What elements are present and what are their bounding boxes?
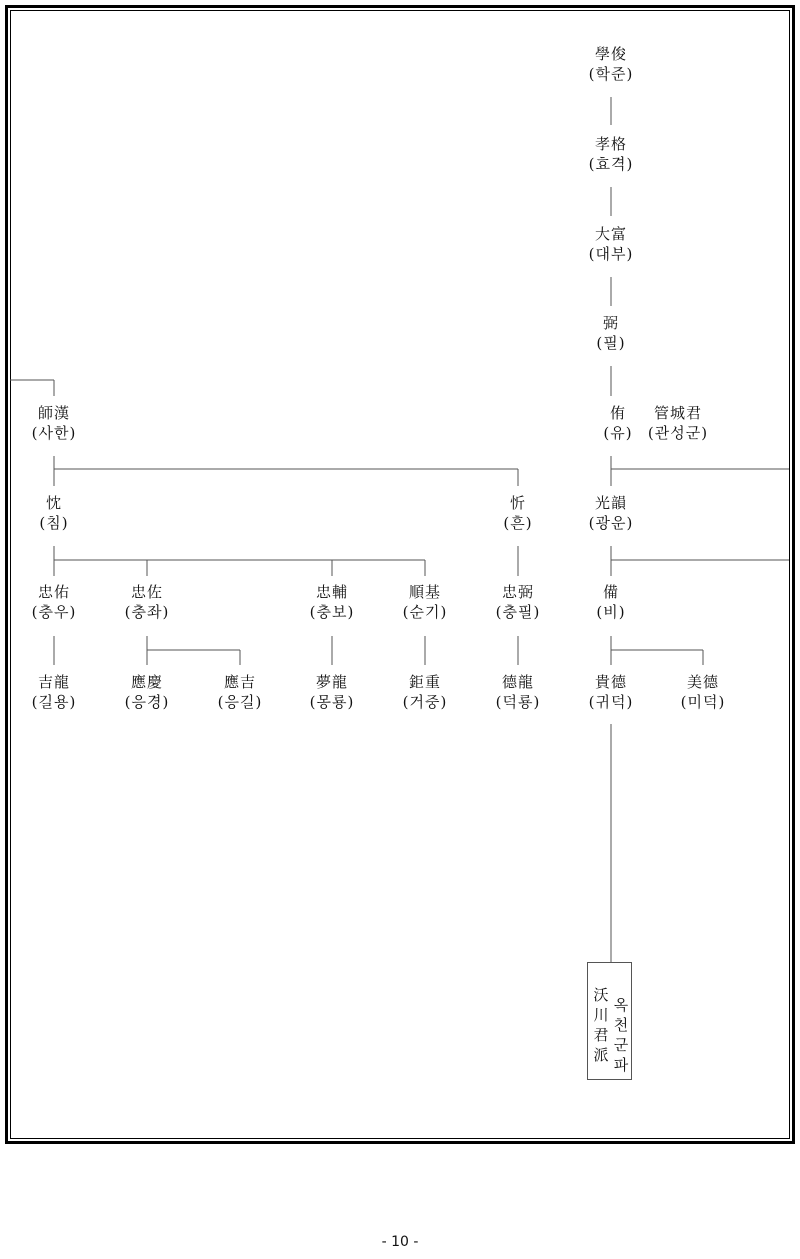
hanja-name: 應慶: [130, 673, 163, 691]
korean-name: (순기): [402, 603, 448, 621]
hanja-name: 孝格: [594, 135, 627, 153]
korean-title: (관성군): [647, 424, 709, 442]
branch-korean-column: [611, 995, 631, 1075]
hanja-name: 貴德: [594, 673, 627, 691]
branch-hanja-char: 君: [593, 1026, 609, 1044]
korean-name: (충필): [495, 603, 541, 621]
person-yu: [603, 403, 632, 443]
korean-name: (충좌): [124, 603, 170, 621]
hanja-name: 忻: [509, 494, 527, 512]
person-deokryong: [496, 672, 541, 712]
hanja-name: 美德: [686, 673, 719, 691]
page-number: - 10 -: [381, 1234, 419, 1250]
korean-name: (대부): [588, 245, 634, 263]
hanja-name: 夢龍: [315, 673, 348, 691]
branch-hanja-char: 沃: [593, 986, 609, 1004]
branch-korean-char: 천: [613, 1016, 629, 1034]
branch-hanja-char: 派: [593, 1046, 609, 1064]
korean-name: (충보): [309, 603, 355, 621]
hanja-name: 師漢: [37, 404, 70, 422]
person-pil: [596, 313, 625, 353]
hanja-name: 弼: [602, 314, 620, 332]
korean-name: (몽룡): [309, 693, 355, 711]
korean-name: (필): [596, 334, 626, 352]
branch-hanja-column: [591, 985, 611, 1065]
hanja-name: 學俊: [594, 45, 627, 63]
branch-korean-char: 군: [613, 1036, 629, 1054]
person-chim: [39, 493, 68, 533]
hanja-title: 管城君: [653, 404, 702, 422]
korean-name: (응길): [217, 693, 263, 711]
korean-name: (흔): [503, 514, 533, 532]
person-gilyong: [32, 672, 77, 712]
korean-name: (유): [603, 424, 633, 442]
hanja-name: 忠輔: [315, 583, 348, 601]
person-chungpil: [496, 582, 541, 622]
korean-name: (미덕): [680, 693, 726, 711]
korean-name: (사한): [31, 424, 77, 442]
hanja-name: 光韻: [594, 494, 627, 512]
hanja-name: 順基: [408, 583, 441, 601]
hanja-name: 忠佑: [37, 583, 70, 601]
person-chungjwa: [125, 582, 170, 622]
branch-korean-char: 옥: [613, 996, 629, 1014]
person-sungi: [403, 582, 448, 622]
person-heun: [503, 493, 532, 533]
hanja-name: 忠佐: [130, 583, 163, 601]
hanja-name: 大富: [594, 225, 627, 243]
branch-korean-char: 파: [613, 1056, 629, 1074]
person-daebu: [589, 224, 634, 264]
korean-name: (충우): [31, 603, 77, 621]
hanja-name: 忱: [45, 494, 63, 512]
hanja-name: 吉龍: [37, 673, 70, 691]
korean-name: (거중): [402, 693, 448, 711]
branch-hanja-char: 川: [593, 1006, 609, 1024]
person-hakjun: [589, 44, 634, 84]
hanja-name: 德龍: [501, 673, 534, 691]
korean-name: (응경): [124, 693, 170, 711]
korean-name: (덕룡): [495, 693, 541, 711]
person-eunggil: [218, 672, 263, 712]
korean-name: (침): [39, 514, 69, 532]
person-sahan: [32, 403, 77, 443]
person-geojung: [403, 672, 448, 712]
person-gwideok: [589, 672, 634, 712]
hanja-name: 鉅重: [408, 673, 441, 691]
person-chungbo: [310, 582, 355, 622]
korean-name: (길용): [31, 693, 77, 711]
korean-name: (비): [596, 603, 626, 621]
person-bi: [596, 582, 625, 622]
person-gwanseonggun: [648, 403, 708, 443]
korean-name: (효격): [588, 155, 634, 173]
hanja-name: 備: [602, 583, 620, 601]
person-gwangun: [589, 493, 634, 533]
person-mongryong: [310, 672, 355, 712]
hanja-name: 忠弼: [501, 583, 534, 601]
okcheongun-branch-box: [587, 962, 632, 1080]
korean-name: (귀덕): [588, 693, 634, 711]
hanja-name: 應吉: [223, 673, 256, 691]
person-mideok: [681, 672, 726, 712]
hanja-name: 侑: [609, 404, 627, 422]
person-hyogyeok: [589, 134, 634, 174]
person-eunggyeong: [125, 672, 170, 712]
korean-name: (학준): [588, 65, 634, 83]
person-chungu: [32, 582, 77, 622]
korean-name: (광운): [588, 514, 634, 532]
